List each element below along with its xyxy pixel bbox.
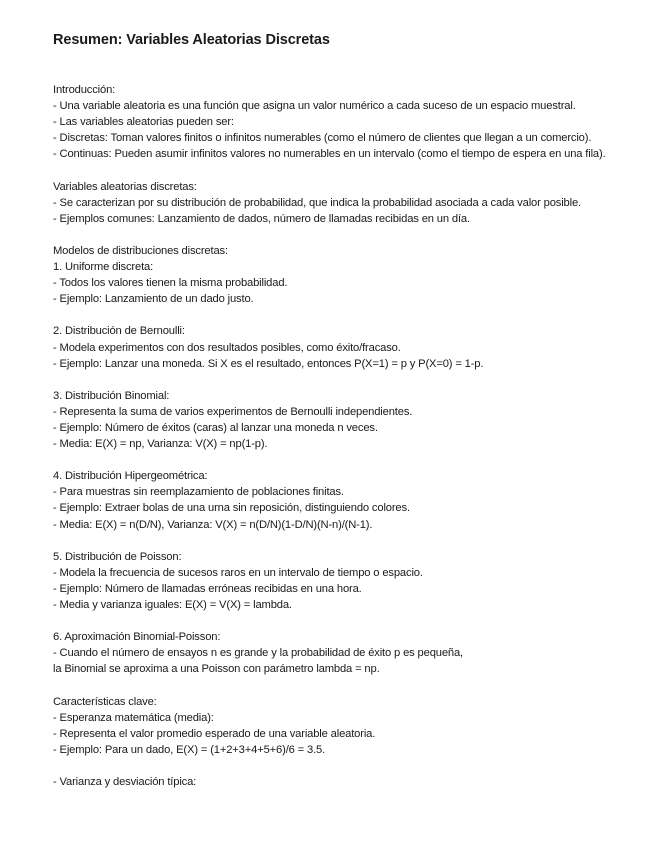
text-line: la Binomial se aproxima a una Poisson con parámetro lambda = np. [53, 663, 380, 676]
text-line: 6. Aproximación Binomial-Poisson: [53, 631, 221, 644]
blank-line [53, 533, 653, 549]
text-line: - Ejemplo: Número de éxitos (caras) al lanzar una moneda n veces. [53, 421, 378, 434]
blank-line [53, 613, 653, 629]
text-line: - Ejemplo: Lanzamiento de un dado justo. [53, 293, 254, 306]
text-line: - Una variable aleatoria es una función que asigna un valor numérico a cada suceso de un espacio muestral. [53, 100, 576, 113]
text-line: 3. Distribución Binomial: [53, 389, 170, 402]
document-body [53, 82, 653, 790]
text-line: - Representa el valor promedio esperado de una variable aleatoria. [53, 727, 376, 740]
text-line: - Esperanza matemática (media): [53, 711, 214, 724]
text-line: - Las variables aleatorias pueden ser: [53, 116, 234, 129]
blank-line [53, 372, 653, 388]
text-line: - Ejemplo: Lanzar una moneda. Si X es el resultado, entonces P(X=1) = p y P(X=0) = 1-p. [53, 357, 484, 370]
blank-line [53, 677, 653, 693]
blank-line [53, 452, 653, 468]
text-line: - Media: E(X) = n(D/N), Varianza: V(X) = n(D/N)(1-D/N)(N-n)/(N-1). [53, 518, 373, 531]
text-line: Introducción: [53, 84, 116, 96]
text-line: - Modela la frecuencia de sucesos raros en un intervalo de tiempo o espacio. [53, 566, 423, 579]
text-line: - Ejemplo: Para un dado, E(X) = (1+2+3+4+5+6)/6 = 3.5. [53, 743, 326, 756]
text-line: - Ejemplos comunes: Lanzamiento de dados, número de llamadas recibidas en un día. [53, 212, 470, 225]
text-line: - Se caracterizan por su distribución de probabilidad, que indica la probabilidad asociada a cada valor posible. [53, 196, 581, 209]
text-line: 1. Uniforme discreta: [53, 261, 154, 274]
text-line: 5. Distribución de Poisson: [53, 550, 182, 563]
text-line: - Ejemplo: Número de llamadas erróneas recibidas en una hora. [53, 582, 362, 595]
text-line: - Discretas: Toman valores finitos o infinitos numerables (como el número de clientes que llegan a un comercio). [53, 132, 592, 145]
blank-line [53, 162, 653, 178]
blank-line [53, 758, 653, 774]
text-line: 2. Distribución de Bernoulli: [53, 325, 185, 338]
document-title: Resumen: Variables Aleatorias Discretas [53, 32, 330, 48]
text-line: - Cuando el número de ensayos n es grande y la probabilidad de éxito p es pequeña, [53, 647, 464, 660]
text-line: - Ejemplo: Extraer bolas de una urna sin reposición, distinguiendo colores. [53, 502, 410, 515]
text-line: Modelos de distribuciones discretas: [53, 244, 228, 257]
text-line: - Media y varianza iguales: E(X) = V(X) = lambda. [53, 599, 292, 611]
text-line: 4. Distribución Hipergeométrica: [53, 470, 208, 483]
text-line: - Continuas: Pueden asumir infinitos valores no numerables en un intervalo (como el tiempo de espera en una fila). [53, 148, 606, 161]
text-line: - Media: E(X) = np, Varianza: V(X) = np(1-p). [53, 438, 268, 451]
text-line: Características clave: [53, 695, 157, 708]
text-line: - Varianza y desviación típica: [53, 776, 197, 789]
text-line: - Representa la suma de varios experimentos de Bernoulli independientes. [53, 405, 413, 418]
text-line: - Modela experimentos con dos resultados posibles, como éxito/fracaso. [53, 341, 401, 354]
blank-line [53, 307, 653, 323]
text-line: Variables aleatorias discretas: [53, 180, 197, 193]
document-page [53, 30, 653, 790]
text-line: - Para muestras sin reemplazamiento de poblaciones finitas. [53, 486, 344, 499]
text-line: - Todos los valores tienen la misma probabilidad. [53, 277, 288, 290]
blank-line [53, 227, 653, 243]
